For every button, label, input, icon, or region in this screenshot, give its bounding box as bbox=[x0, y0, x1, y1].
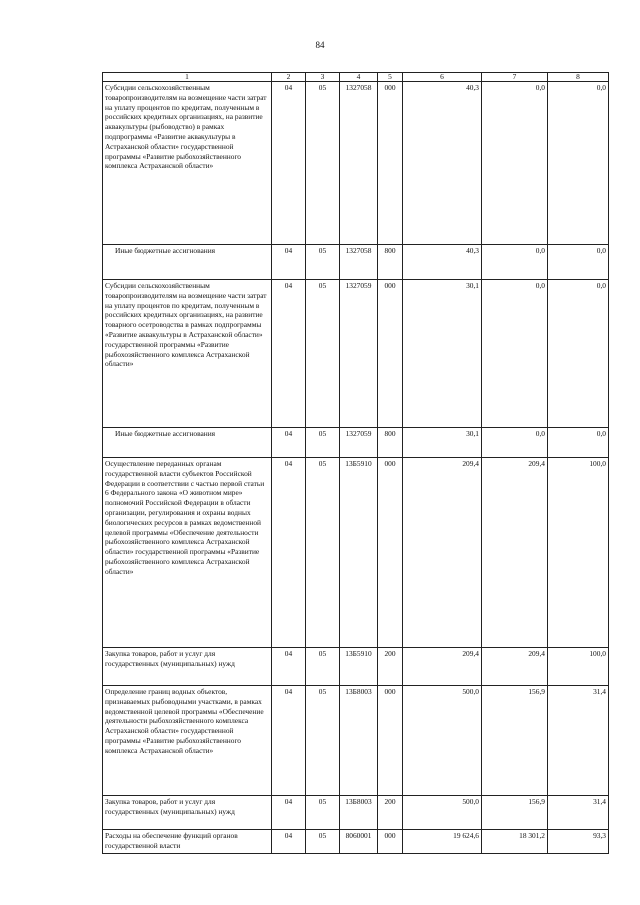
cell-expense-type: 000 bbox=[378, 686, 403, 796]
cell-percent: 0,0 bbox=[548, 280, 609, 428]
col-header-1: 1 bbox=[103, 73, 272, 82]
cell-subsection: 05 bbox=[306, 82, 340, 245]
cell-plan: 40,3 bbox=[403, 245, 482, 280]
cell-subsection: 05 bbox=[306, 428, 340, 458]
cell-plan: 30,1 bbox=[403, 280, 482, 428]
cell-target-article: 13Б5910 bbox=[340, 648, 378, 686]
table-row bbox=[103, 458, 609, 648]
cell-percent: 0,0 bbox=[548, 82, 609, 245]
row-name: Определение границ водных объектов, признаваемых рыбоводными участками, в рамках ведомственной целевой программы «Обеспечение деятельности рыбохозяйственного комплекса Астраханской области» государственной программы «Развитие рыбохозяйственного комплекса Астраханской области» bbox=[103, 686, 272, 796]
cell-target-article: 1327058 bbox=[340, 82, 378, 245]
cell-plan: 209,4 bbox=[403, 458, 482, 648]
cell-target-article: 1327059 bbox=[340, 428, 378, 458]
cell-executed: 0,0 bbox=[482, 82, 548, 245]
col-header-5: 5 bbox=[378, 73, 403, 82]
col-header-6: 6 bbox=[403, 73, 482, 82]
table-row bbox=[103, 648, 609, 686]
cell-subsection: 05 bbox=[306, 648, 340, 686]
cell-expense-type: 000 bbox=[378, 458, 403, 648]
cell-percent: 0,0 bbox=[548, 428, 609, 458]
cell-executed: 156,9 bbox=[482, 686, 548, 796]
col-header-4: 4 bbox=[340, 73, 378, 82]
page-number: 84 bbox=[315, 40, 325, 50]
cell-subsection: 05 bbox=[306, 458, 340, 648]
cell-subsection: 05 bbox=[306, 245, 340, 280]
cell-expense-type: 800 bbox=[378, 245, 403, 280]
cell-subsection: 05 bbox=[306, 796, 340, 830]
cell-executed: 209,4 bbox=[482, 648, 548, 686]
row-name: Иные бюджетные ассигнования bbox=[103, 245, 272, 280]
cell-plan: 40,3 bbox=[403, 82, 482, 245]
cell-expense-type: 000 bbox=[378, 280, 403, 428]
cell-executed: 0,0 bbox=[482, 280, 548, 428]
cell-section: 04 bbox=[272, 245, 306, 280]
cell-executed: 156,9 bbox=[482, 796, 548, 830]
row-name: Закупка товаров, работ и услуг для государственных (муниципальных) нужд bbox=[103, 648, 272, 686]
cell-executed: 209,4 bbox=[482, 458, 548, 648]
table-row bbox=[103, 796, 609, 830]
table-row bbox=[103, 830, 609, 854]
cell-section: 04 bbox=[272, 648, 306, 686]
cell-subsection: 05 bbox=[306, 830, 340, 854]
cell-target-article: 13Б8003 bbox=[340, 686, 378, 796]
col-header-7: 7 bbox=[482, 73, 548, 82]
table-row bbox=[103, 686, 609, 796]
row-name: Иные бюджетные ассигнования bbox=[103, 428, 272, 458]
table-row bbox=[103, 428, 609, 458]
cell-section: 04 bbox=[272, 830, 306, 854]
cell-percent: 100,0 bbox=[548, 648, 609, 686]
cell-subsection: 05 bbox=[306, 686, 340, 796]
budget-table bbox=[102, 72, 609, 854]
cell-percent: 31,4 bbox=[548, 796, 609, 830]
cell-section: 04 bbox=[272, 280, 306, 428]
row-name: Субсидии сельскохозяйственным товаропроизводителям на возмещение части затрат на уплату процентов по кредитам, полученным в российских кредитных организациях, на развитие товарного осетроводства в рамках подпрограммы «Развитие аквакультуры в Астраханской области» государственной программы «Развитие рыбохозяйственного комплекса Астраханской области» bbox=[103, 280, 272, 428]
cell-plan: 500,0 bbox=[403, 796, 482, 830]
cell-executed: 0,0 bbox=[482, 245, 548, 280]
cell-expense-type: 800 bbox=[378, 428, 403, 458]
cell-section: 04 bbox=[272, 796, 306, 830]
cell-subsection: 05 bbox=[306, 280, 340, 428]
cell-expense-type: 200 bbox=[378, 796, 403, 830]
table-row bbox=[103, 245, 609, 280]
row-name: Расходы на обеспечение функций органов государственной власти bbox=[103, 830, 272, 854]
cell-section: 04 bbox=[272, 458, 306, 648]
cell-plan: 30,1 bbox=[403, 428, 482, 458]
cell-plan: 19 624,6 bbox=[403, 830, 482, 854]
cell-percent: 0,0 bbox=[548, 245, 609, 280]
cell-target-article: 13Б8003 bbox=[340, 796, 378, 830]
col-header-8: 8 bbox=[548, 73, 609, 82]
cell-expense-type: 000 bbox=[378, 830, 403, 854]
row-name: Осуществление переданных органам государственной власти субъектов Российской Федерации в соответствии с частью первой статьи 6 Федерального закона «О животном мире» полномочий Российской Федерации в области организации, регулирования и охраны водных биологических ресурсов в рамках ведомственной целевой программы «Обеспечение деятельности рыбохозяйственного комплекса Астраханской области» государственной программы «Развитие рыбохозяйственного комплекса Астраханской области» bbox=[103, 458, 272, 648]
col-header-2: 2 bbox=[272, 73, 306, 82]
table-row bbox=[103, 280, 609, 428]
cell-target-article: 1327059 bbox=[340, 280, 378, 428]
cell-target-article: 8060001 bbox=[340, 830, 378, 854]
cell-percent: 100,0 bbox=[548, 458, 609, 648]
cell-executed: 0,0 bbox=[482, 428, 548, 458]
row-name: Субсидии сельскохозяйственным товаропроизводителям на возмещение части затрат на уплату процентов по кредитам, полученным в российских кредитных организациях, на развитие аквакультуры (рыбоводство) в рамках подпрограммы «Развитие аквакультуры в Астраханской области» государственной программы «Развитие рыбохозяйственного комплекса Астраханской области» bbox=[103, 82, 272, 245]
cell-section: 04 bbox=[272, 428, 306, 458]
cell-section: 04 bbox=[272, 686, 306, 796]
cell-section: 04 bbox=[272, 82, 306, 245]
cell-plan: 500,0 bbox=[403, 686, 482, 796]
table-row bbox=[103, 82, 609, 245]
cell-percent: 93,3 bbox=[548, 830, 609, 854]
cell-expense-type: 200 bbox=[378, 648, 403, 686]
header-row bbox=[103, 73, 609, 82]
cell-target-article: 1327058 bbox=[340, 245, 378, 280]
cell-plan: 209,4 bbox=[403, 648, 482, 686]
cell-target-article: 13Б5910 bbox=[340, 458, 378, 648]
cell-executed: 18 301,2 bbox=[482, 830, 548, 854]
row-name: Закупка товаров, работ и услуг для государственных (муниципальных) нужд bbox=[103, 796, 272, 830]
cell-percent: 31,4 bbox=[548, 686, 609, 796]
cell-expense-type: 000 bbox=[378, 82, 403, 245]
col-header-3: 3 bbox=[306, 73, 340, 82]
